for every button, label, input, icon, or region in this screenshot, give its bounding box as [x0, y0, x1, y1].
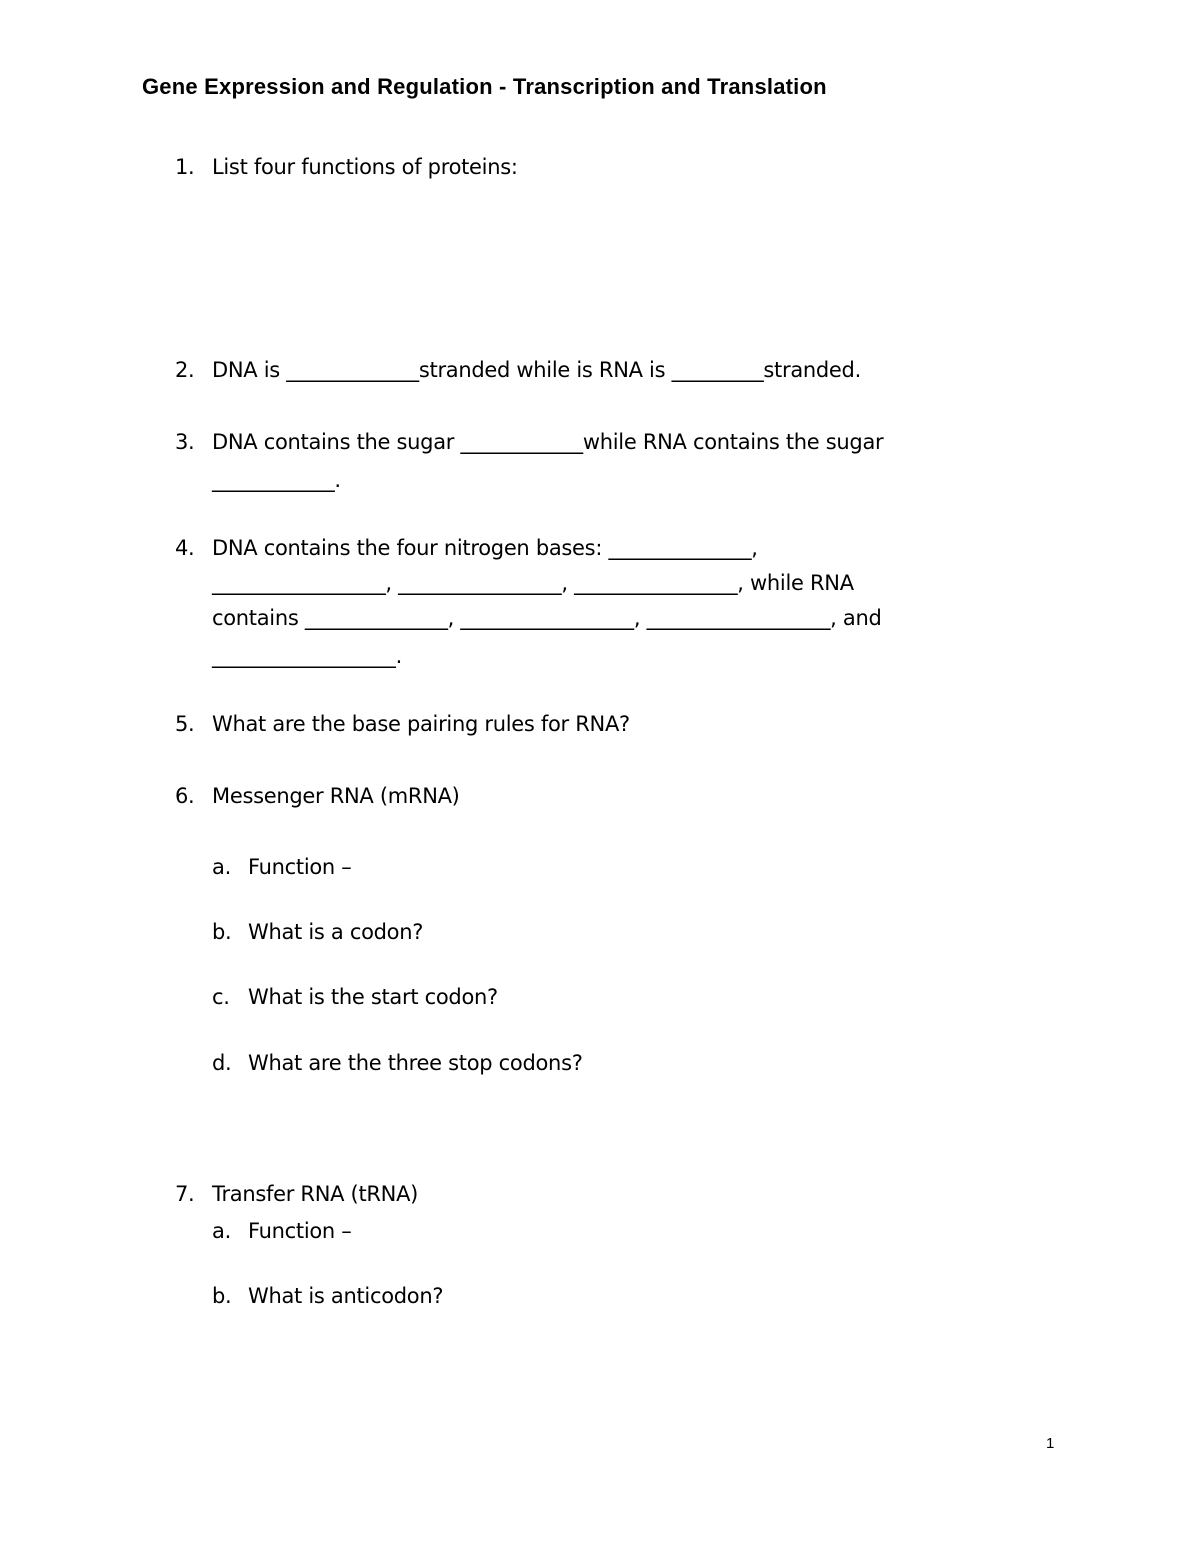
question-text: Messenger RNA (mRNA) [212, 784, 460, 808]
question-text-line-2: ____________. [212, 468, 341, 492]
sub-text: Function – [248, 1219, 352, 1243]
question-number: 2. [175, 358, 195, 382]
question-number: 6. [175, 784, 195, 808]
question-text-line-1: DNA contains the four nitrogen bases: ______________, [212, 536, 758, 560]
question-text: List four functions of proteins: [212, 155, 518, 179]
question-text-line-4: __________________. [212, 644, 402, 668]
question-number: 5. [175, 712, 195, 736]
sub-text: What is the start codon? [248, 985, 498, 1009]
question-text-line-2: _________________, ________________, ________________, while RNA [212, 571, 854, 595]
sub-letter: a. [212, 855, 231, 879]
question-text: Transfer RNA (tRNA) [212, 1182, 419, 1206]
question-number: 4. [175, 536, 195, 560]
question-number: 1. [175, 155, 195, 179]
sub-letter: c. [212, 985, 230, 1009]
page-title: Gene Expression and Regulation - Transcription and Translation [142, 74, 827, 99]
question-text-line-3: contains ______________, _________________, __________________, and [212, 606, 882, 630]
question-text: What are the base pairing rules for RNA? [212, 712, 630, 736]
sub-letter: b. [212, 1284, 232, 1308]
sub-letter: a. [212, 1219, 231, 1243]
sub-text: What is anticodon? [248, 1284, 444, 1308]
sub-text: Function – [248, 855, 352, 879]
question-text-line-1: DNA contains the sugar ____________while RNA contains the sugar [212, 430, 884, 454]
question-text: DNA is _____________stranded while is RNA is _________stranded. [212, 358, 861, 382]
question-number: 7. [175, 1182, 195, 1206]
sub-letter: d. [212, 1051, 232, 1075]
sub-letter: b. [212, 920, 232, 944]
sub-text: What is a codon? [248, 920, 424, 944]
page-number: 1 [1046, 1435, 1055, 1452]
sub-text: What are the three stop codons? [248, 1051, 583, 1075]
question-number: 3. [175, 430, 195, 454]
